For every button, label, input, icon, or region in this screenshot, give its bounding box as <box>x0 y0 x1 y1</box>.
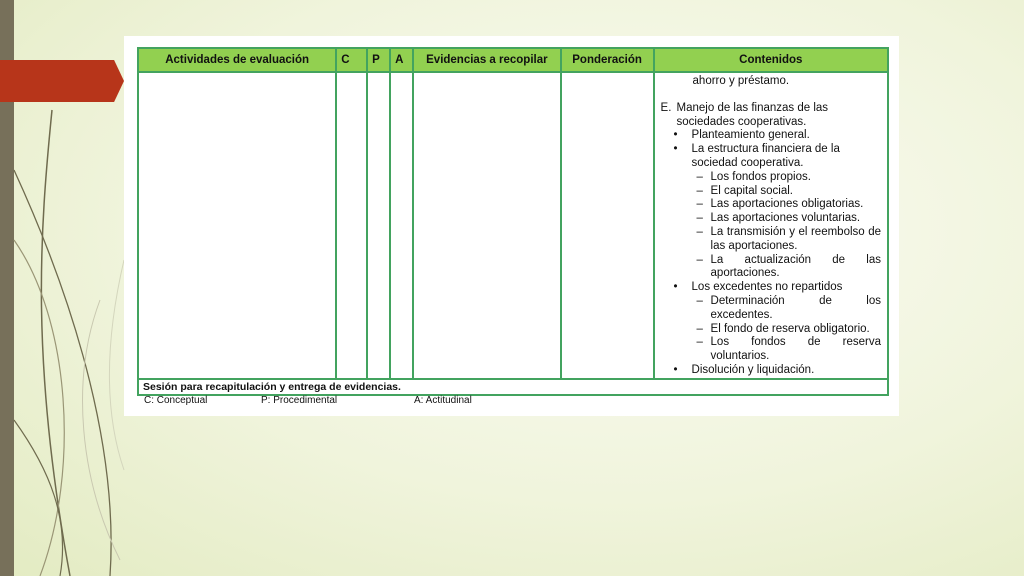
bullet-text: Disolución y liquidación. <box>691 363 815 376</box>
header-evidencias: Evidencias a recopilar <box>413 48 561 72</box>
decorative-stems <box>0 0 140 576</box>
subitem-text: La transmisión y el reembolso de las aportaciones. <box>710 225 881 252</box>
dash-icon: – <box>696 253 703 266</box>
legend-a: A: Actitudinal <box>414 395 472 406</box>
contents-subitem <box>661 323 881 337</box>
header-contenidos: Contenidos <box>654 48 888 72</box>
dash-icon: – <box>696 184 703 197</box>
contents-bullet <box>661 364 881 378</box>
cell-c <box>336 72 367 379</box>
bullet-text: Planteamiento general. <box>691 129 810 142</box>
subitem-text: Los fondos propios. <box>710 170 811 183</box>
dash-icon: – <box>696 294 703 307</box>
subitem-text: El capital social. <box>710 184 793 197</box>
cell-actividades <box>138 72 336 379</box>
cell-contenidos <box>654 72 888 379</box>
subitem-text: Determinación de los excedentes. <box>710 294 881 321</box>
header-actividades: Actividades de evaluación <box>138 48 336 72</box>
dash-icon: – <box>696 198 703 211</box>
bullet-dot-icon: • <box>673 143 678 156</box>
legend-p: P: Procedimental <box>261 395 338 406</box>
subitem-text: Las aportaciones voluntarias. <box>710 212 861 225</box>
cell-ponderacion <box>561 72 654 379</box>
subitem-text: Los fondos de reserva voluntarios. <box>710 336 881 363</box>
header-a: A <box>390 48 413 72</box>
contents-subitem <box>661 198 881 212</box>
contents-bullet <box>661 143 881 171</box>
contents-bullet-list <box>661 129 881 377</box>
contents-subitem <box>661 171 881 185</box>
dash-icon: – <box>696 170 703 183</box>
header-p: P <box>367 48 390 72</box>
evaluation-table <box>137 47 889 396</box>
cell-evidencias <box>413 72 561 379</box>
contents-continuation: ahorro y préstamo. <box>692 75 790 87</box>
subitem-text: La actualización de las aportaciones. <box>710 253 881 280</box>
dash-icon: – <box>696 212 703 225</box>
subitem-text: Las aportaciones obligatorias. <box>710 198 864 211</box>
legend-c: C: Conceptual <box>144 395 208 406</box>
cell-a <box>390 72 413 379</box>
section-e-letter: E. <box>660 101 672 114</box>
table-header-row <box>138 48 888 72</box>
contents-bullet <box>661 129 881 143</box>
header-ponderacion: Ponderación <box>561 48 654 72</box>
dash-icon: – <box>696 336 703 349</box>
dash-icon: – <box>696 225 703 238</box>
bullet-text: La estructura financiera de la sociedad cooperativa. <box>691 143 840 169</box>
section-e <box>661 102 881 130</box>
contents-subitem <box>661 226 881 254</box>
bullet-dot-icon: • <box>673 129 678 142</box>
contents-subitem <box>661 185 881 199</box>
contents-bullet <box>661 281 881 295</box>
session-row <box>138 379 888 395</box>
contents-subitem <box>661 295 881 323</box>
bullet-dot-icon: • <box>673 363 678 376</box>
bullet-dot-icon: • <box>673 281 678 294</box>
subitem-text: El fondo de reserva obligatorio. <box>710 322 870 335</box>
contents-subitem <box>661 212 881 226</box>
cell-p <box>367 72 390 379</box>
contents-subitem <box>661 336 881 364</box>
dash-icon: – <box>696 322 703 335</box>
table-body-row <box>138 72 888 379</box>
document-image <box>124 36 899 416</box>
session-text: Sesión para recapitulación y entrega de evidencias. <box>138 379 888 395</box>
bullet-text: Los excedentes no repartidos <box>691 281 843 294</box>
section-e-title: Manejo de las finanzas de las sociedades cooperativas. <box>676 101 829 128</box>
contents-subitem <box>661 254 881 282</box>
header-c: C <box>336 48 367 72</box>
